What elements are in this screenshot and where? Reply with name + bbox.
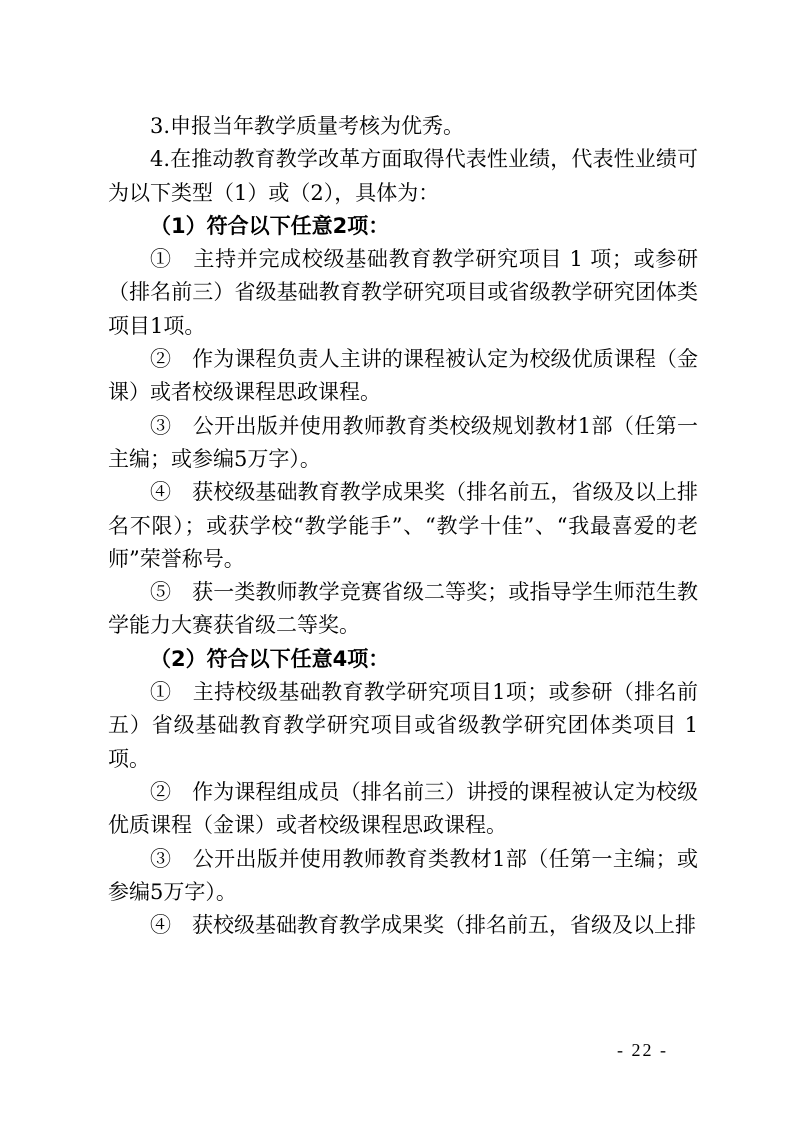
- paragraph-item-4: 4.在推动教育教学改革方面取得代表性业绩，代表性业绩可为以下类型（1）或（2），具体为：: [108, 147, 698, 205]
- criterion-1-4: ④ 获校级基础教育教学成果奖（排名前五，省级及以上排名不限）；或获学校“教学能手”、“教学十佳”、“我最喜爱的老师”荣誉称号。: [108, 480, 698, 571]
- document-body: [108, 110, 698, 942]
- criterion-2-4: ④ 获校级基础教育教学成果奖（排名前五，省级及以上排: [150, 913, 696, 938]
- subheading-type-1: （1）符合以下任意2项：: [150, 213, 390, 238]
- criterion-2-2: ② 作为课程组成员（排名前三）讲授的课程被认定为校级优质课程（金课）或者校级课程思政课程。: [108, 779, 698, 838]
- criterion-1-5: ⑤ 获一类教师教学竞赛省级二等奖；或指导学生师范生教学能力大赛获省级二等奖。: [108, 580, 698, 638]
- paragraph-item-3: 3.申报当年教学质量考核为优秀。: [150, 114, 465, 138]
- criterion-2-1: ① 主持校级基础教育教学研究项目1项；或参研（排名前五）省级基础教育教学研究项目或省级教学研究团体类项目 1项。: [108, 680, 698, 771]
- subheading-type-2: （2）符合以下任意4项：: [150, 646, 390, 671]
- page-number: - 22 -: [617, 1040, 668, 1060]
- criterion-1-3: ③ 公开出版并使用教师教育类校级规划教材1部（任第一主编；或参编5万字）。: [108, 413, 698, 471]
- criterion-1-1: ① 主持并完成校级基础教育教学研究项目 1 项；或参研（排名前三）省级基础教育教学研究项目或省级教学研究团体类项目1项。: [108, 247, 698, 338]
- criterion-1-2: ② 作为课程负责人主讲的课程被认定为校级优质课程（金课）或者校级课程思政课程。: [108, 347, 698, 405]
- criterion-2-3: ③ 公开出版并使用教师教育类教材1部（任第一主编；或参编5万字）。: [108, 846, 698, 904]
